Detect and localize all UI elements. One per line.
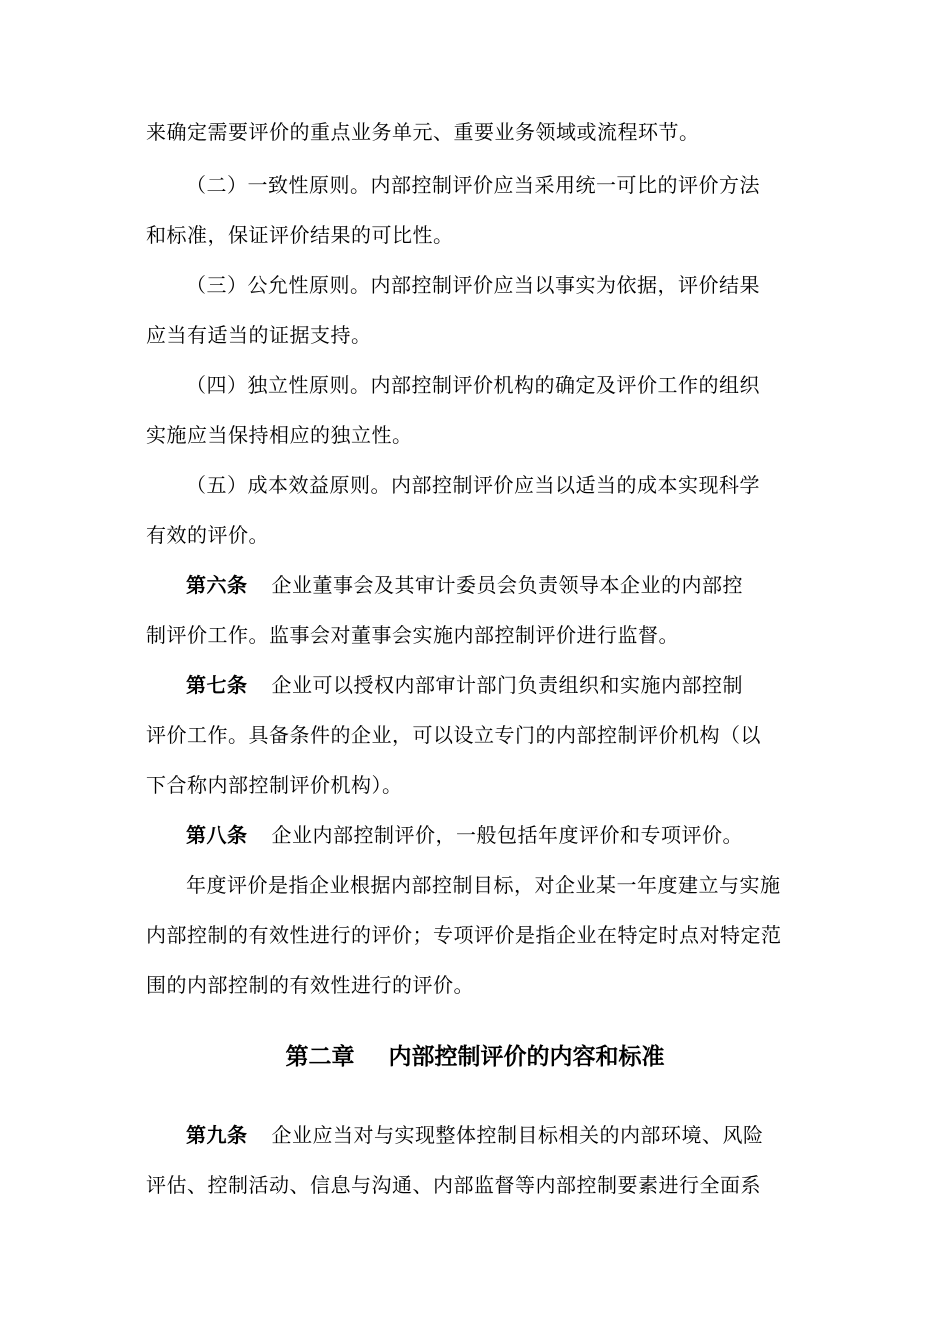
- article-text: 企业可以授权内部审计部门负责组织和实施内部控制: [271, 673, 743, 697]
- paragraph-line: （四）独立性原则。内部控制评价机构的确定及评价工作的组织: [186, 373, 760, 397]
- paragraph-line: 下合称内部控制评价机构）。: [146, 773, 403, 797]
- paragraph-line: 评估、控制活动、信息与沟通、内部监督等内部控制要素进行全面系: [146, 1173, 761, 1197]
- paragraph-line: 和标准，保证评价结果的可比性。: [146, 223, 454, 247]
- article-line: [186, 670, 806, 700]
- chapter-title: 内部控制评价的内容和标准: [388, 1044, 665, 1070]
- paragraph-line: 来确定需要评价的重点业务单元、重要业务领域或流程环节。: [146, 120, 700, 144]
- paragraph-line: 评价工作。具备条件的企业，可以设立专门的内部控制评价机构（以: [146, 723, 761, 747]
- article-text: 企业应当对与实现整体控制目标相关的内部环境、风险: [271, 1123, 764, 1147]
- paragraph-line: （五）成本效益原则。内部控制评价应当以适当的成本实现科学: [186, 473, 760, 497]
- paragraph-line: 制评价工作。监事会对董事会实施内部控制评价进行监督。: [146, 623, 679, 647]
- article-label: 第六条: [186, 573, 248, 597]
- paragraph-line: 年度评价是指企业根据内部控制目标，对企业某一年度建立与实施: [186, 873, 781, 897]
- article-line: [186, 570, 806, 600]
- article-line: [186, 820, 806, 850]
- article-text: 企业董事会及其审计委员会负责领导本企业的内部控: [271, 573, 743, 597]
- article-label: 第七条: [186, 673, 248, 697]
- paragraph-line: 实施应当保持相应的独立性。: [146, 423, 413, 447]
- paragraph-line: （三）公允性原则。内部控制评价应当以事实为依据，评价结果: [186, 273, 760, 297]
- chapter-number: 第二章: [285, 1044, 355, 1070]
- paragraph-line: 应当有适当的证据支持。: [146, 323, 372, 347]
- paragraph-line: 有效的评价。: [146, 523, 269, 547]
- article-text: 企业内部控制评价，一般包括年度评价和专项评价。: [271, 823, 743, 847]
- article-label: 第九条: [186, 1123, 248, 1147]
- article-line: [186, 1120, 806, 1150]
- article-label: 第八条: [186, 823, 248, 847]
- chapter-heading: [0, 1040, 950, 1074]
- paragraph-line: 围的内部控制的有效性进行的评价。: [146, 973, 474, 997]
- paragraph-line: 内部控制的有效性进行的评价；专项评价是指企业在特定时点对特定范: [146, 923, 782, 947]
- paragraph-line: （二）一致性原则。内部控制评价应当采用统一可比的评价方法: [186, 173, 760, 197]
